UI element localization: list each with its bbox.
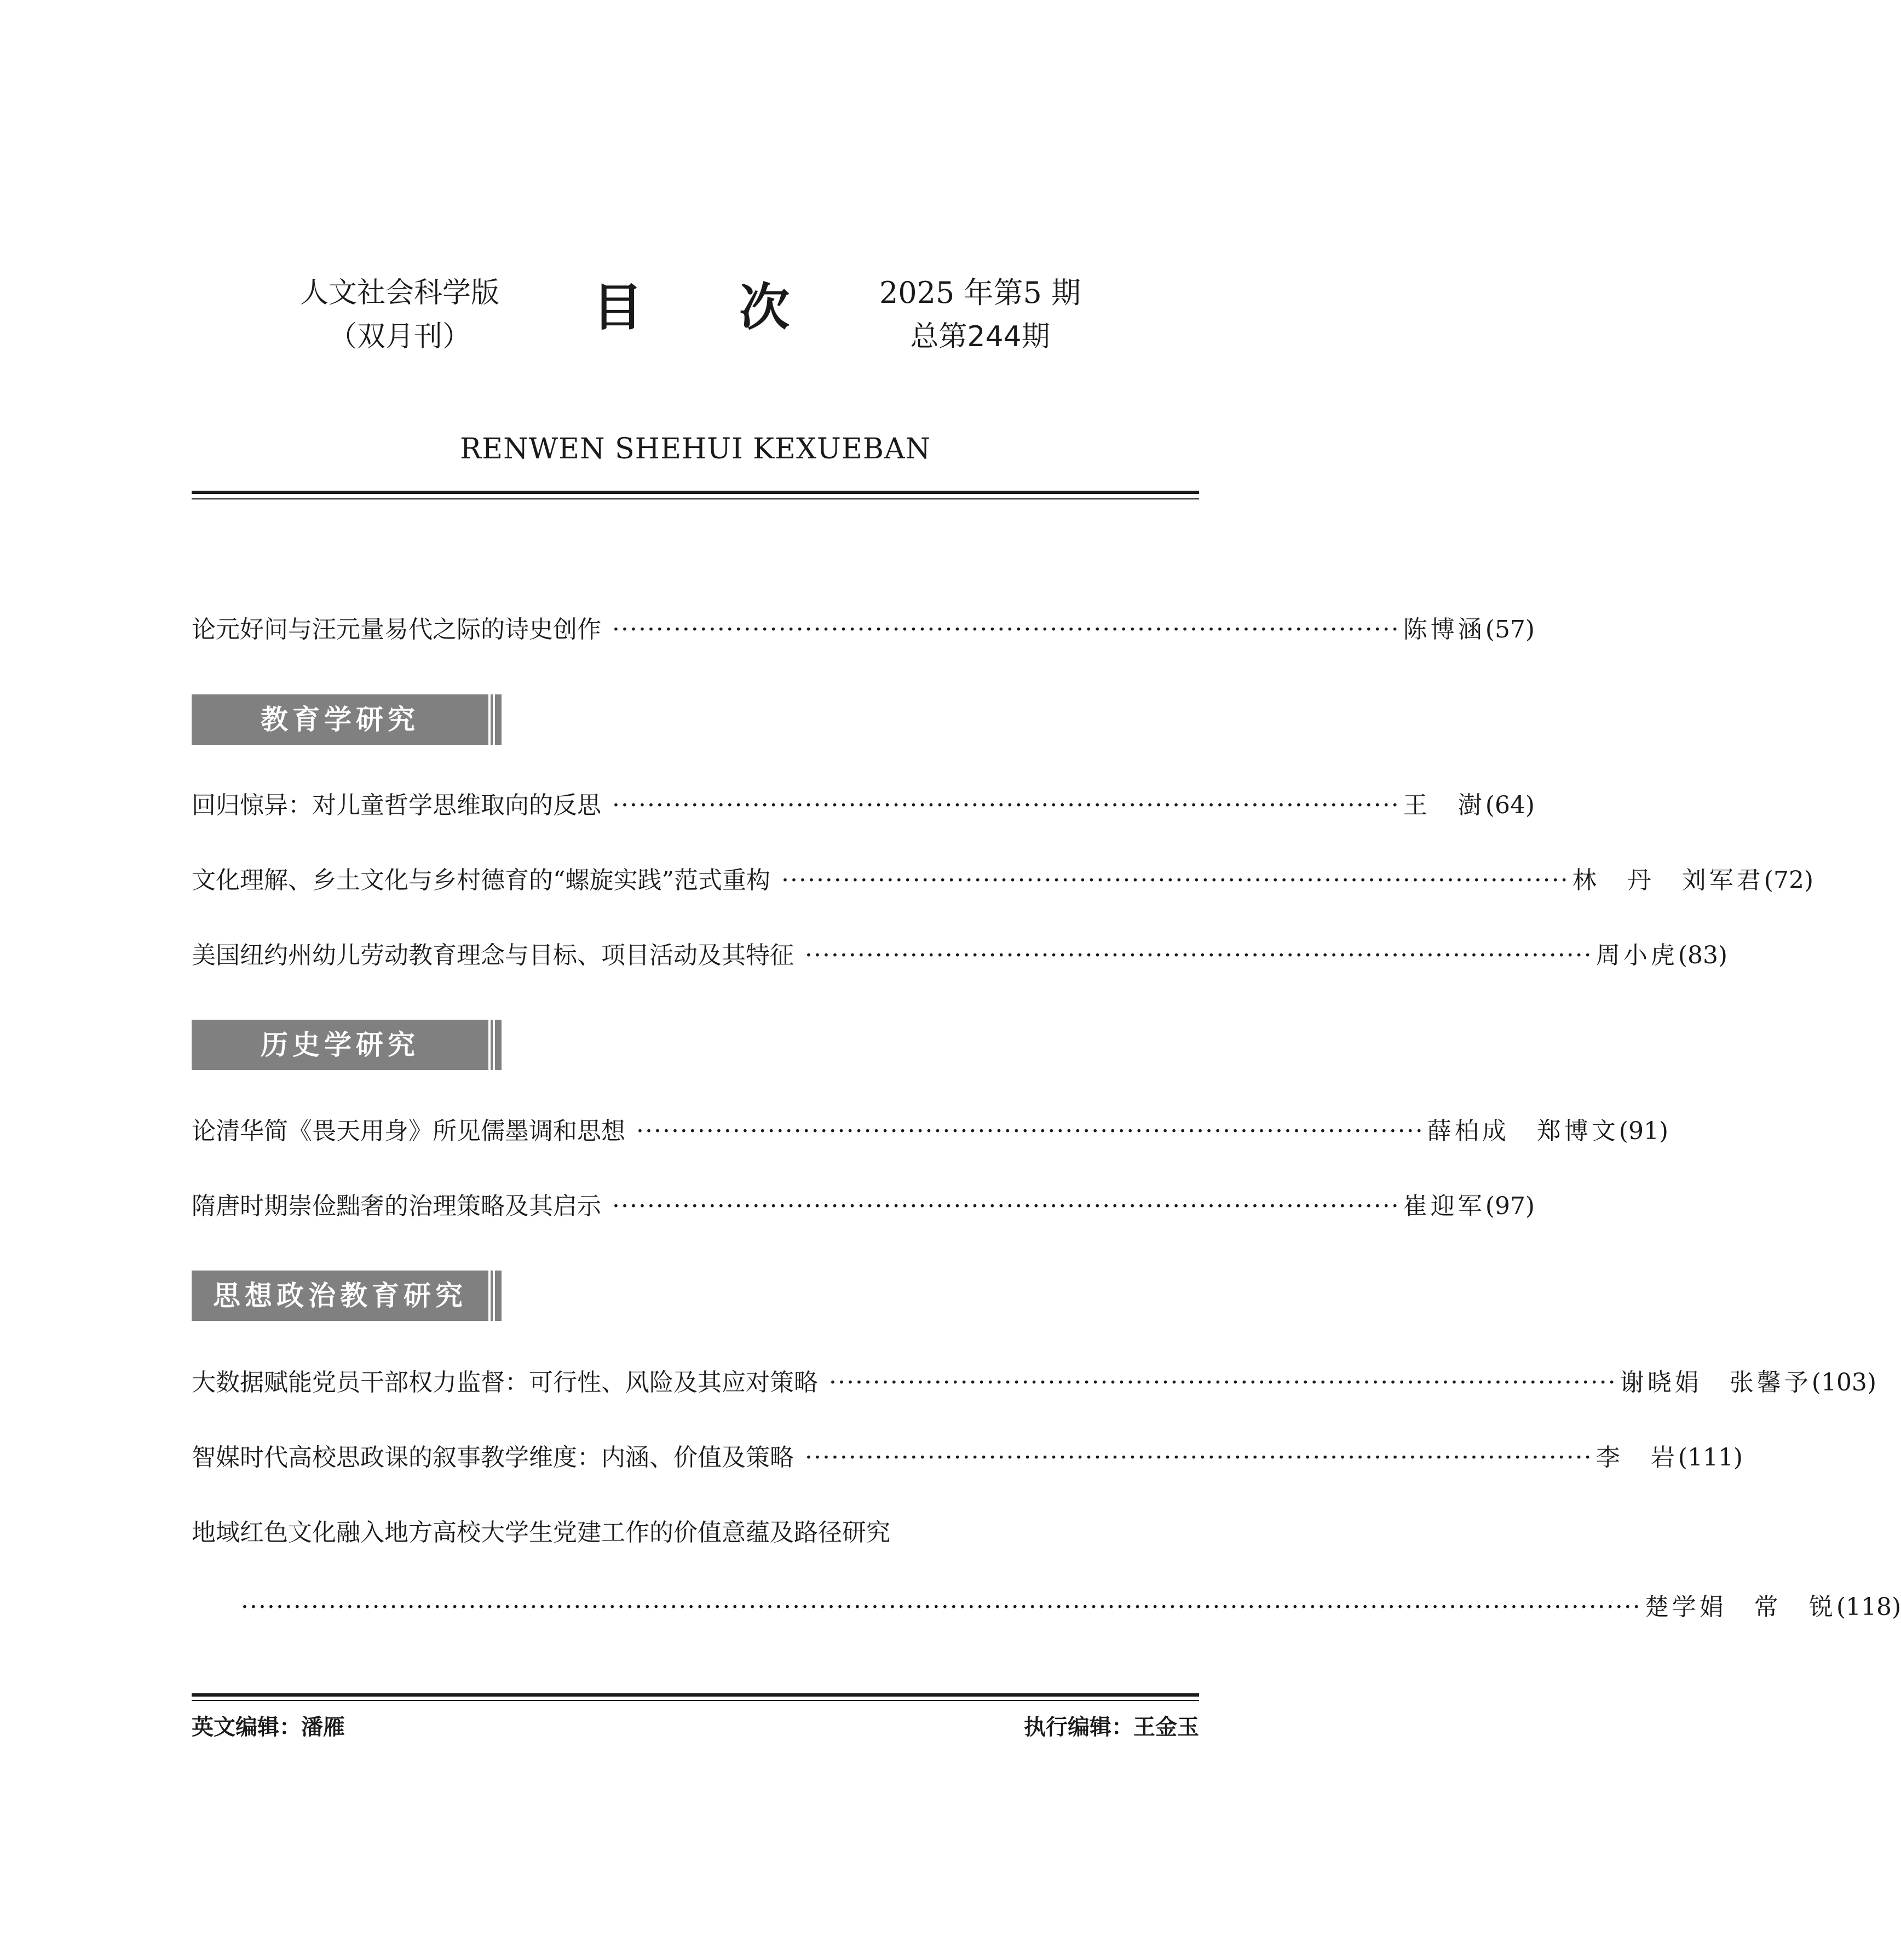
- toc-entry[interactable]: [192, 1439, 1743, 1477]
- toc-entry-author: 陈博涵: [1403, 616, 1485, 643]
- toc-entry[interactable]: [241, 1588, 1901, 1626]
- toc-entry-page: (111): [1678, 1444, 1743, 1472]
- english-journal-title: RENWEN SHEHUI KEXUEBAN: [459, 433, 931, 465]
- toc-entry-title[interactable]: 地域红色文化融入地方高校大学生党建工作的价值意蕴及路径研究: [192, 1519, 890, 1547]
- toc-entry-author: 周小虎: [1595, 941, 1678, 969]
- header-rule-thick: [192, 491, 1199, 494]
- section-heading-label: 历史学研究: [192, 1020, 488, 1070]
- toc-entry-title: 文化理解、乡土文化与乡村德育的“螺旋实践”范式重构: [192, 866, 770, 894]
- executive-editor-credit: 执行编辑：王金玉: [1024, 1715, 1199, 1740]
- toc-entry-author: 楚学娟 常 锐: [1644, 1593, 1836, 1621]
- section-heading-label: 思想政治教育研究: [192, 1271, 488, 1321]
- header-rule-thin: [192, 498, 1199, 499]
- toc-entry-author: 林 丹 刘军君: [1572, 866, 1764, 894]
- footer-rule-thin: [192, 1700, 1199, 1701]
- toc-entry-author: 薛柏成 郑博文: [1427, 1117, 1619, 1145]
- toc-leader-dots: ··························································································: [612, 1192, 1400, 1220]
- toc-entry-title: 隋唐时期崇俭黜奢的治理策略及其启示: [192, 1192, 601, 1220]
- section-heading-bar: [491, 694, 493, 745]
- toc-entry-page: (64): [1485, 791, 1535, 819]
- toc-entry-author: 李 岩: [1595, 1444, 1678, 1472]
- section-heading-bar: [495, 694, 502, 745]
- section-heading-ideological-education: [192, 1271, 498, 1321]
- toc-entry[interactable]: [192, 1112, 1669, 1151]
- toc-leader-dots: ··························································································: [612, 791, 1400, 819]
- toc-entry-author: 崔迎军: [1403, 1192, 1485, 1220]
- masthead-edition: 人文社会科学版: [299, 277, 499, 309]
- toc-entry-page: (72): [1764, 866, 1814, 894]
- section-heading-bar: [495, 1271, 502, 1321]
- toc-entry-page: (103): [1811, 1369, 1877, 1396]
- section-heading-bar: [491, 1020, 493, 1070]
- toc-entry[interactable]: [192, 611, 1535, 649]
- toc-entry[interactable]: [192, 861, 1814, 900]
- toc-entry-page: (97): [1485, 1192, 1535, 1220]
- toc-entry-author: 谢晓娟 张馨予: [1620, 1369, 1812, 1396]
- toc-entry-title: 回归惊异：对儿童哲学思维取向的反思: [192, 791, 601, 819]
- toc-title-char-2: 次: [739, 278, 790, 337]
- toc-entry-page: (118): [1836, 1593, 1901, 1621]
- toc-entry-title: 美国纽约州幼儿劳动教育理念与目标、项目活动及其特征: [192, 941, 794, 969]
- section-heading-education: [192, 694, 498, 745]
- toc-title-char-1: 目: [592, 278, 643, 337]
- masthead-frequency: （双月刊）: [328, 320, 471, 353]
- toc-entry-title: 智媒时代高校思政课的叙事教学维度：内涵、价值及策略: [192, 1444, 794, 1472]
- issue-number: 2025 年第5 期: [879, 275, 1081, 310]
- toc-leader-dots: ··························································································: [612, 616, 1400, 643]
- section-heading-bar: [491, 1271, 493, 1321]
- toc-entry-title: 论清华简《畏天用身》所见儒墨调和思想: [192, 1117, 625, 1145]
- toc-leader-dots: ··························································································: [781, 866, 1569, 894]
- issue-total-number: 总第244期: [910, 320, 1050, 353]
- toc-entry[interactable]: [192, 786, 1535, 825]
- section-heading-label: 教育学研究: [192, 694, 488, 745]
- toc-entry[interactable]: [192, 1364, 1877, 1402]
- toc-entry-title: 大数据赋能党员干部权力监督：可行性、风险及其应对策略: [192, 1369, 818, 1396]
- section-heading-history: [192, 1020, 498, 1070]
- toc-entry-page: (91): [1618, 1117, 1669, 1145]
- toc-entry-title: 论元好问与汪元量易代之际的诗史创作: [192, 616, 601, 643]
- toc-entry-author: 王 澍: [1403, 791, 1485, 819]
- english-editor-credit: 英文编辑：潘雁: [192, 1715, 345, 1740]
- section-heading-bar: [495, 1020, 502, 1070]
- toc-entry-page: (83): [1678, 941, 1728, 969]
- toc-leader-dots: ··························································································: [829, 1369, 1617, 1396]
- toc-entry[interactable]: [192, 936, 1728, 975]
- toc-entry[interactable]: [192, 1187, 1535, 1226]
- footer-rule-thick: [192, 1693, 1199, 1697]
- toc-leader-dots: ··························································································: [636, 1117, 1424, 1145]
- toc-leader-dots: ································································································································································: [241, 1593, 1641, 1621]
- toc-leader-dots: ··························································································: [805, 941, 1593, 969]
- toc-entry-page: (57): [1485, 616, 1535, 643]
- toc-leader-dots: ··························································································: [805, 1444, 1593, 1472]
